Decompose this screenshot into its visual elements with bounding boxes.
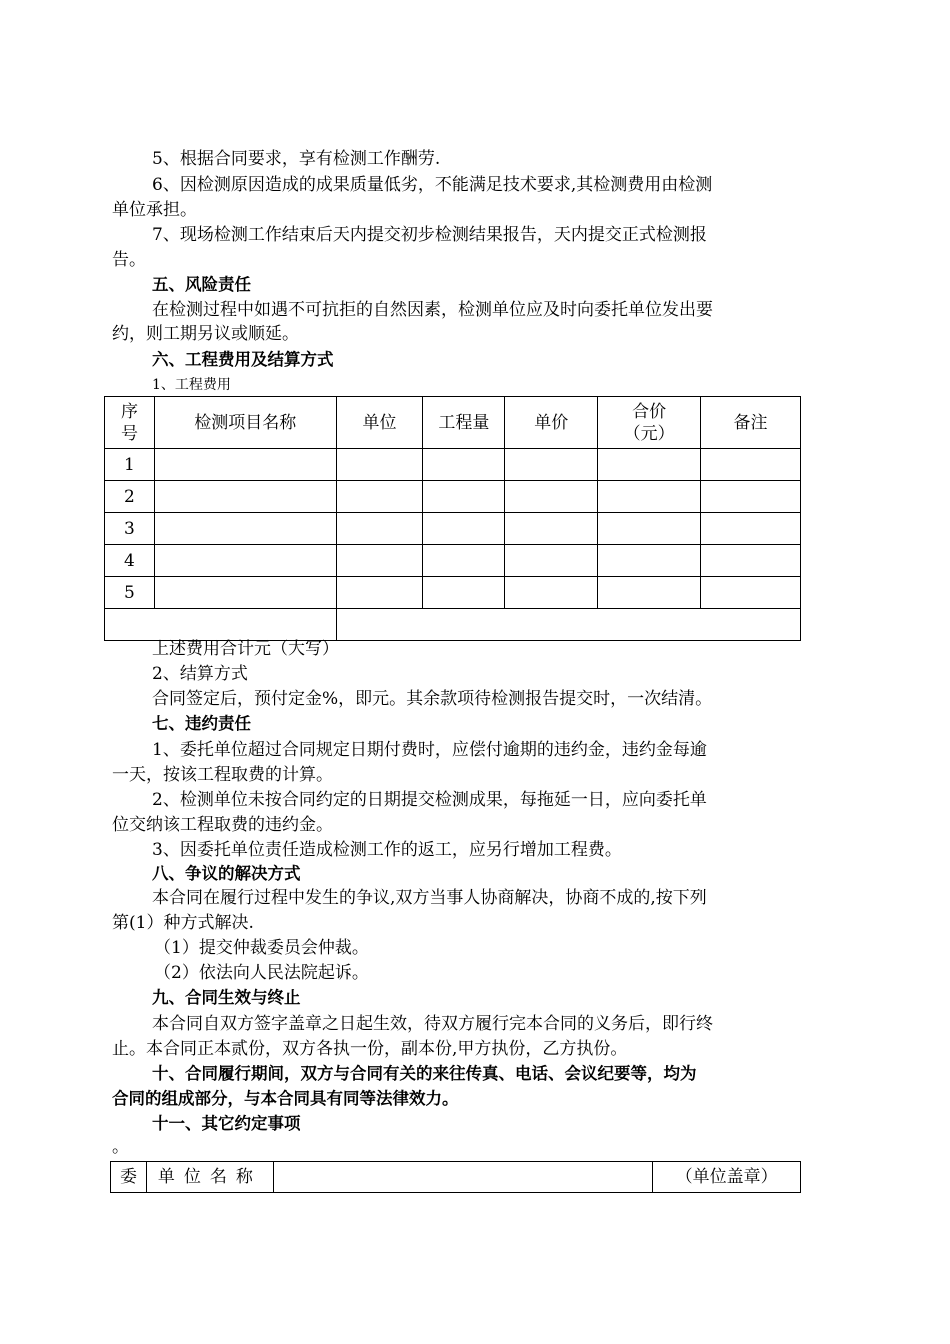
row-number: 1 bbox=[105, 449, 155, 481]
section-7-heading: 七、违约责任 bbox=[152, 714, 251, 733]
party-label: 委 bbox=[111, 1162, 147, 1193]
section-11-heading: 十一、其它约定事项 bbox=[152, 1114, 301, 1133]
section-7-line5: 3、因委托单位责任造成检测工作的返工，应另行增加工程费。 bbox=[152, 840, 622, 860]
clause-6-line1: 6、因检测原因造成的成果质量低劣，不能满足技术要求,其检测费用由检测 bbox=[152, 175, 713, 195]
section-6-heading: 六、工程费用及结算方式 bbox=[152, 350, 334, 369]
section-7-line2: 一天，按该工程取费的计算。 bbox=[112, 765, 333, 785]
section-5-line2: 约，则工期另议或顺延。 bbox=[112, 324, 299, 344]
unit-seal-label: （单位盖章） bbox=[653, 1162, 801, 1193]
fee-table-header-row bbox=[105, 397, 801, 449]
table-row bbox=[105, 513, 801, 545]
clause-7-line1: 7、现场检测工作结束后天内提交初步检测结果报告，天内提交正式检测报 bbox=[152, 225, 707, 245]
section-6-sub2: 2、结算方式 bbox=[152, 664, 248, 684]
fee-total-line: 上述费用合计元（大写） bbox=[152, 639, 339, 659]
clause-5: 5、根据合同要求，享有检测工作酬劳. bbox=[152, 149, 441, 169]
unit-name-field bbox=[273, 1162, 652, 1193]
section-7-line1: 1、委托单位超过合同规定日期付费时，应偿付逾期的违约金，违约金每逾 bbox=[152, 740, 707, 760]
section-8-heading: 八、争议的解决方式 bbox=[152, 864, 301, 883]
section-5-line1: 在检测过程中如遇不可抗拒的自然因素，检测单位应及时向委托单位发出要 bbox=[152, 300, 713, 320]
section-9-heading: 九、合同生效与终止 bbox=[152, 988, 301, 1007]
header-remarks: 备注 bbox=[701, 397, 801, 449]
signature-row bbox=[111, 1162, 801, 1193]
section-8-line2: 第(1）种方式解决. bbox=[112, 913, 254, 933]
table-row bbox=[105, 577, 801, 609]
table-row bbox=[105, 449, 801, 481]
header-item-name: 检测项目名称 bbox=[154, 397, 336, 449]
header-total-price: 合价 （元） bbox=[598, 397, 701, 449]
table-row bbox=[105, 545, 801, 577]
section-8-option2: （2）依法向人民法院起诉。 bbox=[154, 963, 369, 983]
fee-table bbox=[104, 396, 801, 641]
clause-7-line2: 告。 bbox=[112, 250, 146, 270]
section-9-line1: 本合同自双方签字盖章之日起生效，待双方履行完本合同的义务后，即行终 bbox=[152, 1014, 713, 1034]
section-9-line2: 止。本合同正本贰份，双方各执一份，副本份,甲方执份，乙方执份。 bbox=[112, 1039, 628, 1059]
row-number: 2 bbox=[105, 481, 155, 513]
row-number: 5 bbox=[105, 577, 155, 609]
table-total-row bbox=[105, 609, 801, 641]
header-unit-price: 单价 bbox=[505, 397, 598, 449]
section-7-line3: 2、检测单位未按合同约定的日期提交检测成果，每拖延一日，应向委托单 bbox=[152, 790, 707, 810]
section-5-heading: 五、风险责任 bbox=[152, 275, 251, 294]
section-11-mark: 。 bbox=[112, 1137, 129, 1157]
clause-6-line2: 单位承担。 bbox=[112, 200, 197, 220]
header-unit: 单位 bbox=[336, 397, 423, 449]
section-8-line1: 本合同在履行过程中发生的争议,双方当事人协商解决，协商不成的,按下列 bbox=[152, 888, 707, 908]
table-row bbox=[105, 481, 801, 513]
section-6-sub1: 1、工程费用 bbox=[152, 377, 231, 393]
header-quantity: 工程量 bbox=[423, 397, 505, 449]
section-10-line1: 十、合同履行期间，双方与合同有关的来往传真、电话、会议纪要等，均为 bbox=[152, 1064, 697, 1083]
section-10-line2: 合同的组成部分，与本合同具有同等法律效力。 bbox=[112, 1089, 459, 1108]
row-number: 4 bbox=[105, 545, 155, 577]
settlement-text: 合同签定后，预付定金%，即元。其余款项待检测报告提交时，一次结清。 bbox=[152, 689, 713, 709]
row-number: 3 bbox=[105, 513, 155, 545]
section-7-line4: 位交纳该工程取费的违约金。 bbox=[112, 815, 333, 835]
signature-table bbox=[110, 1161, 801, 1193]
section-8-option1: （1）提交仲裁委员会仲裁。 bbox=[154, 938, 369, 958]
header-seq: 序 号 bbox=[105, 397, 155, 449]
unit-name-label: 单位名称 bbox=[146, 1162, 273, 1193]
